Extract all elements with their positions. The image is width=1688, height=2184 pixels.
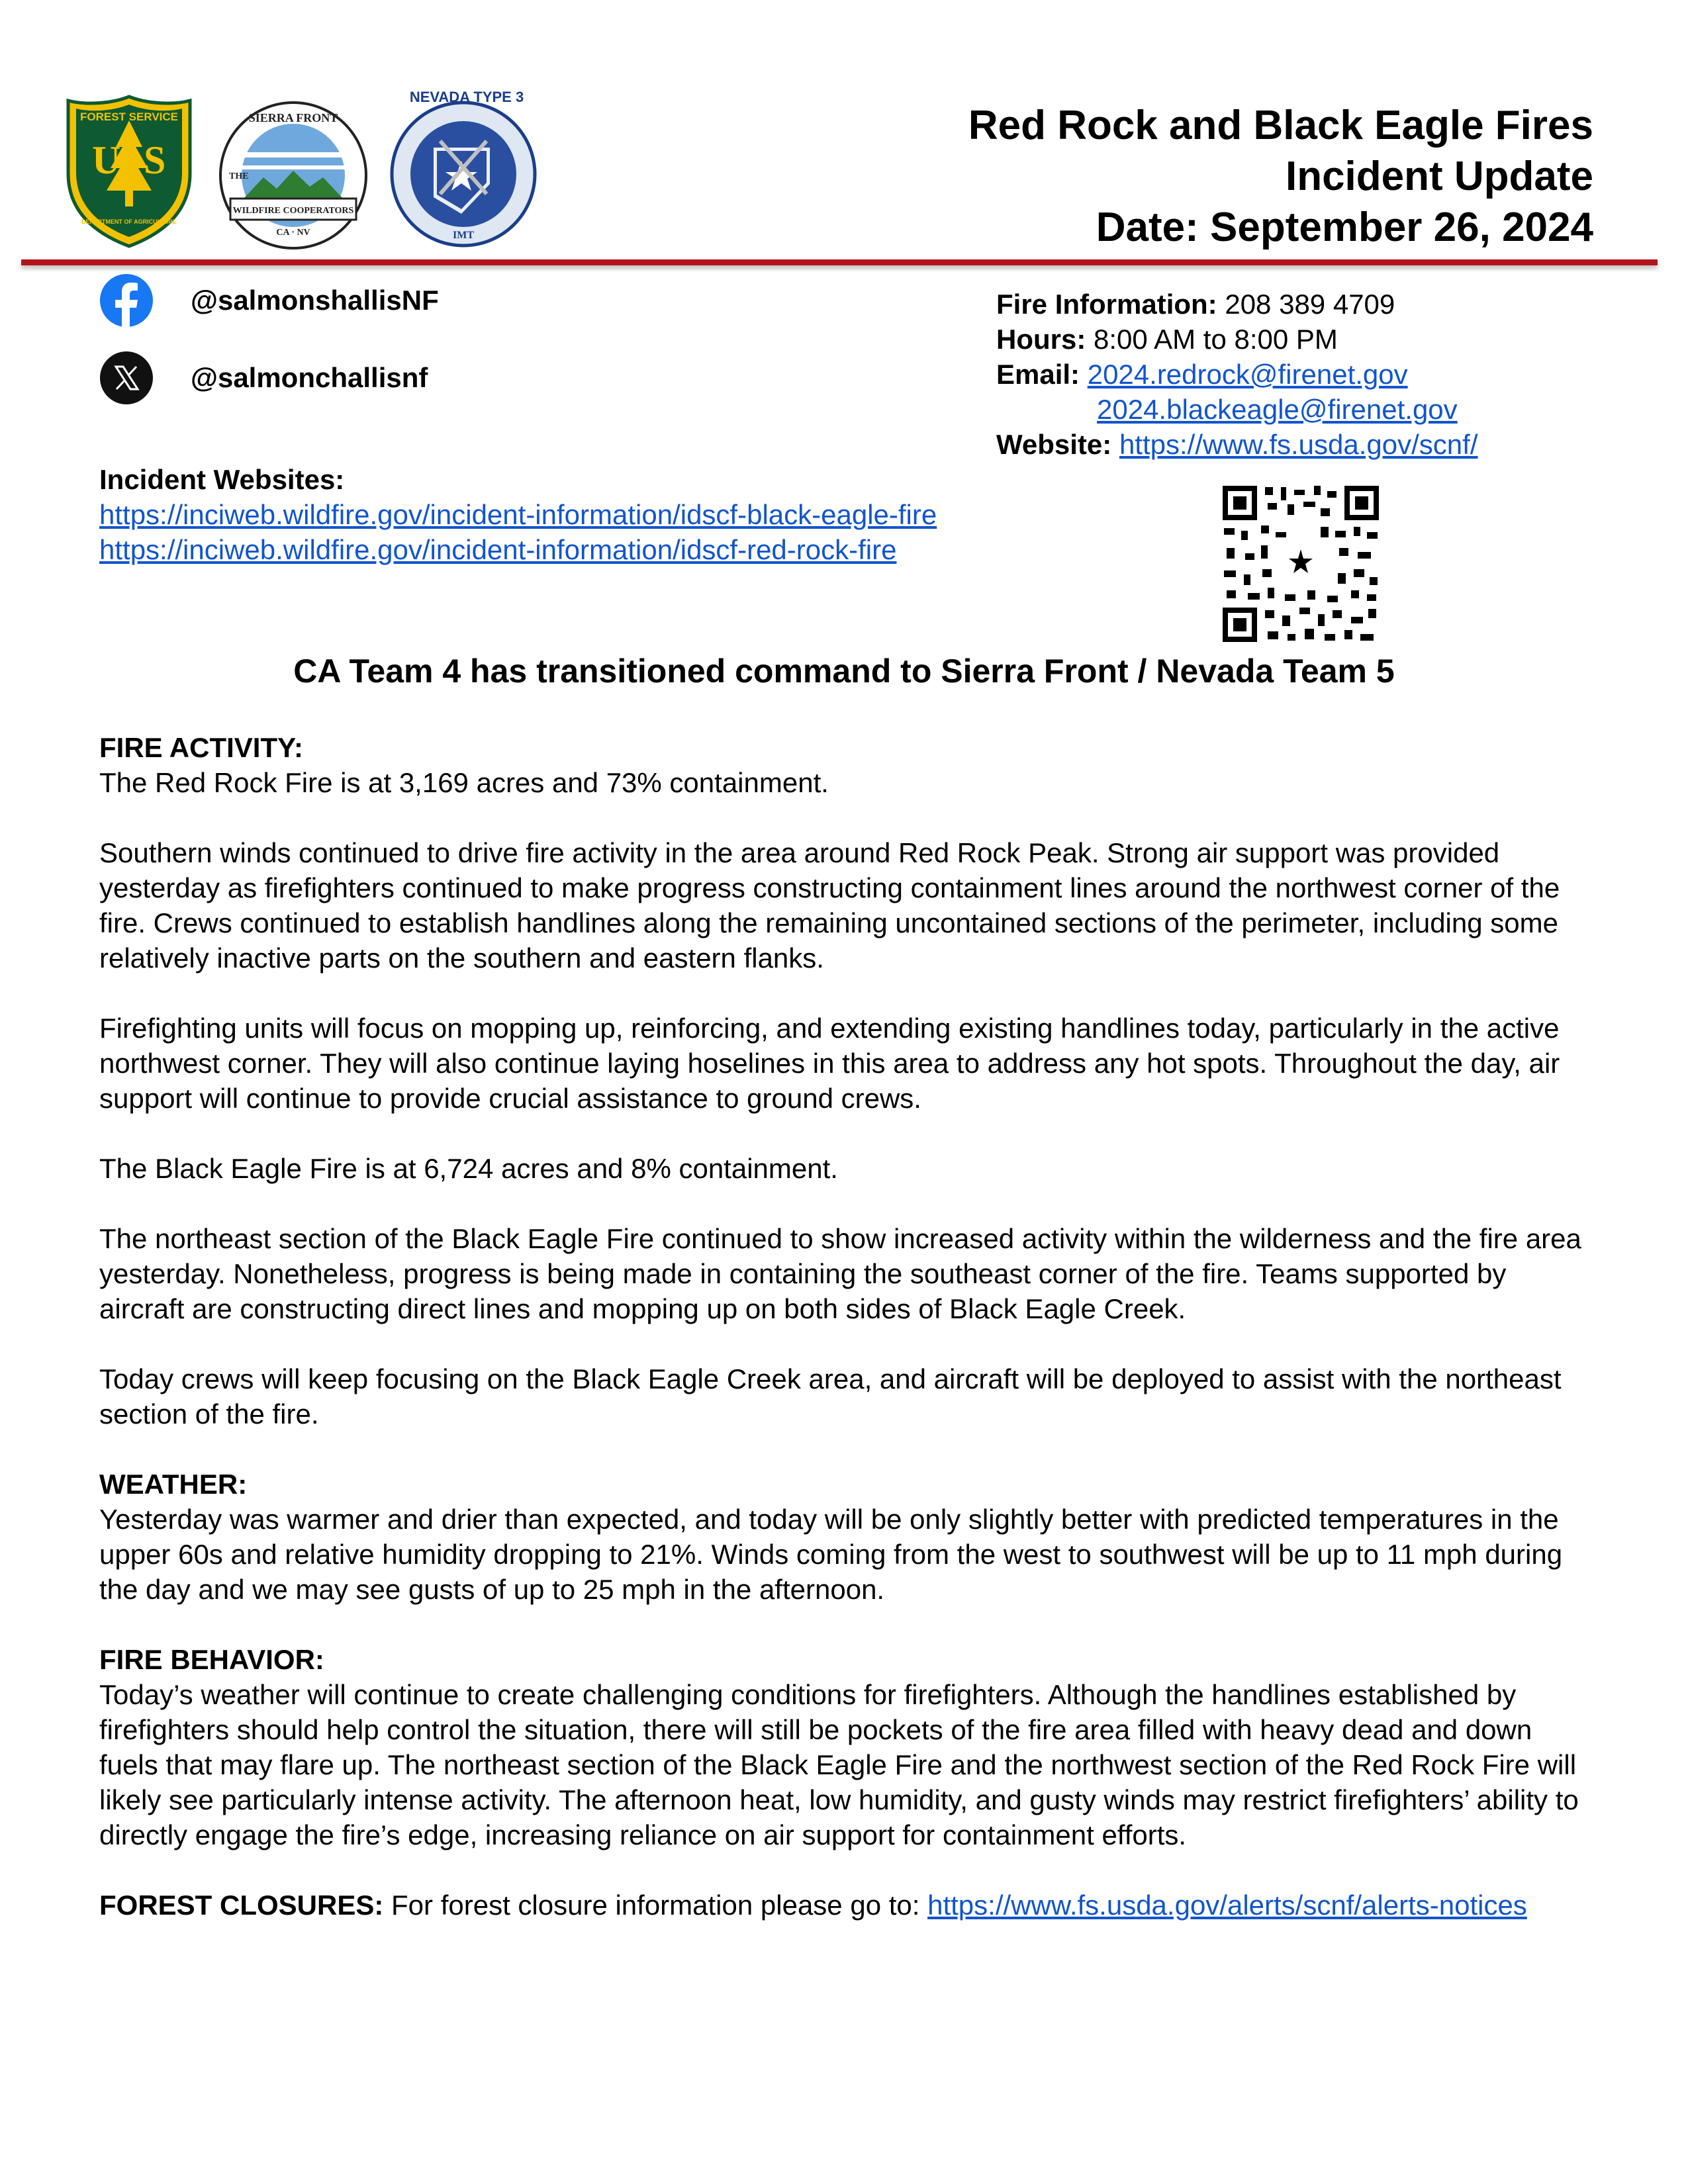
incident-websites-label: Incident Websites: <box>99 464 345 495</box>
fire-info-label: Fire Information: <box>996 289 1217 320</box>
qr-code[interactable] <box>1221 484 1380 643</box>
black-eagle-plan-paragraph: Today crews will keep focusing on the Black Eagle Creek area, and aircraft will be deployed to assist with the northeast section of the fire. <box>99 1363 1562 1430</box>
hours-label: Hours: <box>996 324 1086 355</box>
svg-text:S: S <box>144 138 166 182</box>
email-blackeagle-link[interactable]: 2024.blackeagle@firenet.gov <box>1097 394 1458 425</box>
red-rock-plan-paragraph: Firefighting units will focus on mopping up, reinforcing, and extending existing handlines today, particularly in the active northwest corner. They will also continue laying hoselines in this area to address any hot spots. Throughout the day, air support will continue to provide crucial assistance to ground crews. <box>99 1013 1560 1114</box>
hours <box>996 322 1338 357</box>
red-rock-status: The Red Rock Fire is at 3,169 acres and 73% containment. <box>99 767 829 798</box>
email-label: Email: <box>996 359 1080 390</box>
sierra-front-logo-left-text: THE <box>229 171 249 181</box>
black-eagle-activity-paragraph: The northeast section of the Black Eagle Fire continued to show increased activity within the wilderness and the fire area yesterday. Nonetheless, progress is being made in containing the southeast corner of the fire. Teams supported by aircraft are constructing direct lines and mopping up on both sides of Black Eagle Creek. <box>99 1223 1581 1324</box>
x-row[interactable] <box>99 351 428 405</box>
sierra-front-logo-top-text: SIERRA FRONT <box>248 111 338 124</box>
inciweb-black-eagle-link[interactable]: https://inciweb.wildfire.gov/incident-information/idscf-black-eagle-fire <box>99 499 937 530</box>
x-icon <box>99 351 154 405</box>
inciweb-red-rock-link[interactable]: https://inciweb.wildfire.gov/incident-information/idscf-red-rock-fire <box>99 534 897 565</box>
doc-title-line-2: Incident Update <box>1285 154 1593 199</box>
doc-title-line-1: Red Rock and Black Eagle Fires <box>968 103 1593 148</box>
forest-closures-text: For forest closure information please go to: <box>383 1889 928 1921</box>
forest-closures-heading: FOREST CLOSURES: <box>99 1889 384 1921</box>
forest-closures-link[interactable]: https://www.fs.usda.gov/alerts/scnf/alerts-notices <box>927 1889 1527 1921</box>
website-link[interactable]: https://www.fs.usda.gov/scnf/ <box>1119 429 1478 460</box>
hours-value: 8:00 AM to 8:00 PM <box>1086 324 1338 355</box>
weather-paragraph: Yesterday was warmer and drier than expected, and today will be only slightly better with predicted temperatures in the upper 60s and relative humidity dropping to 21%. Winds coming from the west to southwest will be up to 11 mph during the day and we may see gusts of up to 25 mph in the afternoon. <box>99 1504 1563 1605</box>
website-label: Website: <box>996 429 1112 460</box>
fire-behavior-paragraph: Today’s weather will continue to create challenging conditions for firefighters. Although the handlines established by firefighters should help control the situation, there will still be pockets of the fire area filled with heavy dead and down fuels that may flare up. The northeast section of the Black Eagle Fire and the northwest section of the Red Rock Fire will likely see particularly intense activity. The afternoon heat, low humidity, and gusty winds may restrict firefighters’ ability to directly engage the fire’s edge, increasing reliance on air support for containment efforts. <box>99 1679 1579 1850</box>
black-eagle-status: The Black Eagle Fire is at 6,724 acres and 8% containment. <box>99 1153 838 1184</box>
email-redrock-link[interactable]: 2024.redrock@firenet.gov <box>1087 359 1408 390</box>
forest-service-logo-bottom-text: DEPARTMENT OF AGRICULTURE <box>81 218 177 225</box>
sierra-front-logo <box>217 99 369 251</box>
forest-closures <box>99 1888 1589 1923</box>
facebook-icon <box>99 273 154 328</box>
svg-text:U: U <box>92 138 121 182</box>
facebook-row[interactable] <box>99 273 439 328</box>
doc-title-date: Date: September 26, 2024 <box>1096 205 1593 250</box>
fire-information <box>996 287 1395 322</box>
nevada-type-3-logo <box>387 85 543 250</box>
website <box>996 427 1478 462</box>
forest-service-logo <box>63 94 195 250</box>
fire-info-phone: 208 389 4709 <box>1217 289 1395 320</box>
report-body <box>99 730 1589 1958</box>
red-rock-activity-paragraph: Southern winds continued to drive fire activity in the area around Red Rock Peak. Strong air support was provided yesterday as firefighters continued to make progress constructing containment lines around the northwest corner of the fire. Crews continued to establish handlines along the remaining uncontained sections of the perimeter, including some relatively inactive parts on the southern and eastern flanks. <box>99 837 1560 974</box>
nevada-logo-top-text: NEVADA TYPE 3 <box>409 89 524 105</box>
fire-activity-heading: FIRE ACTIVITY: <box>99 732 303 763</box>
nevada-logo-bottom-text: IMT <box>453 230 474 241</box>
fire-behavior-heading: FIRE BEHAVIOR: <box>99 1644 324 1675</box>
email-2 <box>1097 392 1458 427</box>
facebook-handle[interactable]: @salmonshallisNF <box>191 285 439 316</box>
x-handle[interactable]: @salmonchallisnf <box>191 362 428 393</box>
sierra-front-logo-band-text: WILDFIRE COOPERATORS <box>232 206 354 216</box>
sierra-front-logo-bottom-text: CA · NV <box>276 228 310 238</box>
header-divider <box>21 259 1658 265</box>
email <box>996 357 1408 392</box>
command-transition-heading: CA Team 4 has transitioned command to Sierra Front / Nevada Team 5 <box>293 653 1395 690</box>
forest-service-logo-top-text: FOREST SERVICE <box>80 111 178 123</box>
weather-heading: WEATHER: <box>99 1469 248 1500</box>
